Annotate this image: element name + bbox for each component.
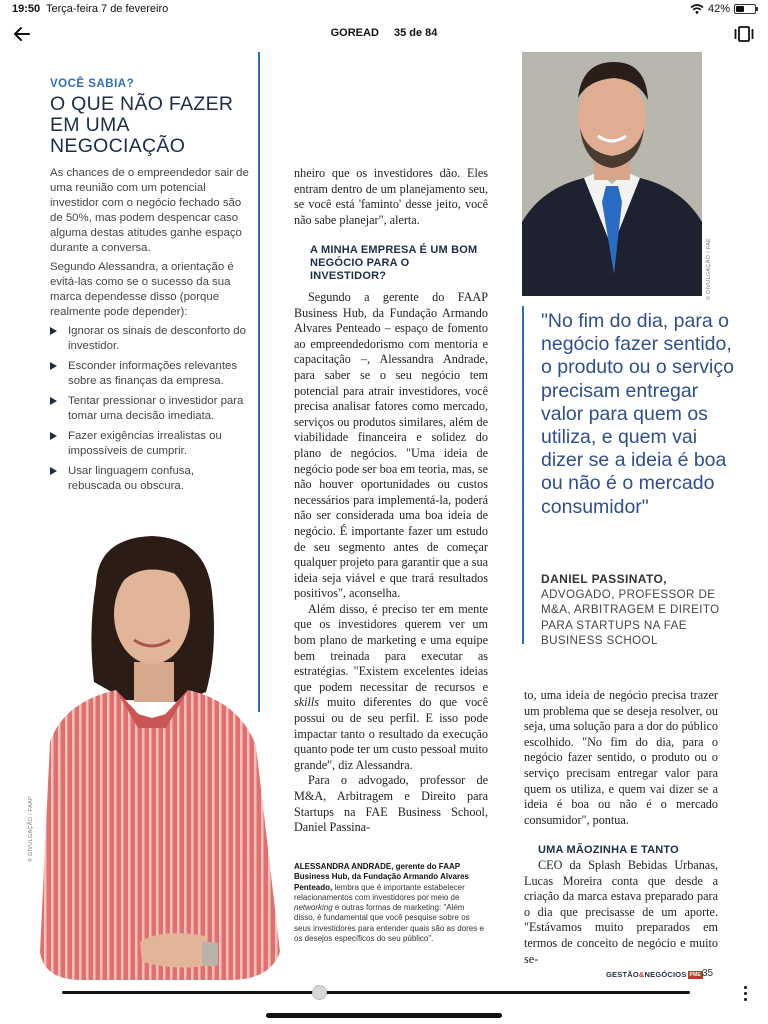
- battery-icon: [734, 4, 756, 14]
- alessandra-photo: [30, 532, 286, 980]
- page-indicator: 35 de 84: [393, 27, 438, 39]
- section-subhead-2: UMA MÃOZINHA E TANTO: [538, 844, 679, 856]
- quote-rule: [522, 306, 524, 644]
- app-name: GOREAD: [330, 27, 379, 39]
- more-options-icon[interactable]: [744, 986, 748, 1002]
- sidebar-headline: O QUE NÃO FAZER EM UMA NEGOCIAÇÃO: [50, 93, 234, 157]
- list-item: Ignorar os sinais de desconforto do investidor.: [50, 324, 250, 354]
- triangle-bullet-icon: [50, 362, 57, 370]
- battery-percent: 42%: [707, 3, 730, 15]
- article-column-3-top: to, uma ideia de negócio precisa trazer um problema que se deseja resolver, ou seja, uma solução para a dor do público escolhido. "No fim do dia, para o negócio fazer sentido, o produto ou o serviço precisam entregar valor para quem os utiliza, e quem vai dizer se a ideia é boa ou não é o mercado consumidor", pontua.: [524, 688, 718, 827]
- photo-caption: ALESSANDRA ANDRADE, gerente do FAAP Business Hub, da Fundação Armando Alvares Penteado, lembra que é importante estabelecer relacionamentos com investidores por meio de networking e outras formas de marketing: "Além disso, é fundamental que você pesquise sobre os seus investidores para entender quais são as dores e os desejos específicos do seu público".: [294, 862, 484, 944]
- triangle-bullet-icon: [50, 327, 57, 335]
- status-time: 19:50: [12, 3, 41, 15]
- home-indicator[interactable]: [266, 1013, 502, 1018]
- article-column-3: CEO da Splash Bebidas Urbanas, Lucas Moreira conta que desde a criação da marca estava preparado para o dia que precisasse de um aporte. "Estávamos muito preparados em termos de conceito de negócio e muito se-: [524, 858, 718, 966]
- scrubber-thumb[interactable]: [312, 985, 327, 1000]
- triangle-bullet-icon: [50, 397, 57, 405]
- list-item: Tentar pressionar o investidor para tomar uma decisão imediata.: [50, 394, 250, 424]
- article-column-2-top: nheiro que os investidores dão. Eles entram dentro de um planejamento seu, se você está 'faminto' desse jeito, você não sabe planejar", alerta.: [294, 166, 488, 227]
- page-view-icon[interactable]: [734, 25, 754, 43]
- article-column-2: Segundo a gerente do FAAP Business Hub, da Fundação Armando Alvares Penteado – espaço de fomento ao empreendedorismo com mentoria e capacitação –, Alessandra Andrade, para saber se o seu negócio tem potencial para atrair investidores, você precisa analisar fatores como mercado, serviços ou produtos similares, além de viabilidade financeira e solidez do plano de negócios. "Uma ideia de negócio pode ser boa em teoria, mas, se não houver oportunidades ou custos necessários para implementá-la, poderá não ser considerada uma boa ideia de negócio. É importante fazer um estudo de seu segmento antes de começar qualquer projeto para garantir que a sua ideia seja viável e que trará resultados positivos", aconselha. Além disso, é preciso ter em mente que os investidores querem ver um bom plano de marketing e uma equipe bem treinada para executar as estratégias. "Existem excelentes ideias que podem necessitar de recursos e skills muito diferentes do que você possui ou de seu perfil. E isso pode impactar tanto o resultado da execução quanto pode ter um custo pessoal muito grande", diz Alessandra. Para o advogado, professor de M&A, Arbitragem e Direito para Startups na FAE Business School, Daniel Passina-: [294, 290, 488, 835]
- sidebar-kicker: VOCÊ SABIA?: [50, 78, 135, 90]
- sidebar-intro: Segundo Alessandra, a orientação é evitá-las como se o sucesso da sua marca dependesse disso (porque realmente pode depender):: [50, 261, 234, 318]
- quote-author-role: ADVOGADO, PROFESSOR DE M&A, ARBITRAGEM E DIREITO PARA STARTUPS NA FAE BUSINESS SCHOOL: [541, 588, 720, 647]
- triangle-bullet-icon: [50, 467, 57, 475]
- pull-quote: "No fim do dia, para o negócio fazer sentido, o produto ou o serviço precisam entregar valor para quem os utiliza, e quem vai dizer se a ideia é boa ou não é o mercado consumidor": [541, 310, 734, 518]
- page-number: 35: [702, 968, 714, 979]
- section-subhead: A MINHA EMPRESA É UM BOM NEGÓCIO PARA O INVESTIDOR?: [310, 244, 478, 282]
- status-bar: [0, 0, 768, 18]
- magazine-logo: GESTÃO&NEGÓCIOS PME: [606, 970, 701, 979]
- daniel-photo: [522, 52, 702, 296]
- reader-title: [0, 27, 768, 39]
- photo-credit-2: © DIVULGAÇÃO / FAE: [706, 237, 712, 300]
- tips-list: [50, 324, 250, 499]
- triangle-bullet-icon: [50, 432, 57, 440]
- status-indicators: [690, 3, 756, 15]
- magazine-page[interactable]: [8, 52, 760, 980]
- list-item: Esconder informações relevantes sobre as finanças da empresa.: [50, 359, 250, 389]
- status-date: Terça-feira 7 de fevereiro: [46, 3, 169, 15]
- quote-author: DANIEL PASSINATO,: [541, 572, 667, 586]
- list-item: Usar linguagem confusa, rebuscada ou obscura.: [50, 464, 250, 494]
- reader-top-bar: [0, 20, 768, 50]
- photo-credit: © DIVULGAÇÃO / FAAP: [28, 796, 34, 862]
- sidebar-lead: As chances de o empreendedor sair de uma reunião com um potencial investidor com o negócio fechado são de 50%, mas podem despencar caso alguma destas atitudes ganhe espaço durante a conversa.: [50, 167, 249, 254]
- wifi-icon: [690, 4, 704, 14]
- page-scrubber[interactable]: [62, 991, 690, 994]
- list-item: Fazer exigências irrealistas ou impossíveis de cumprir.: [50, 429, 250, 459]
